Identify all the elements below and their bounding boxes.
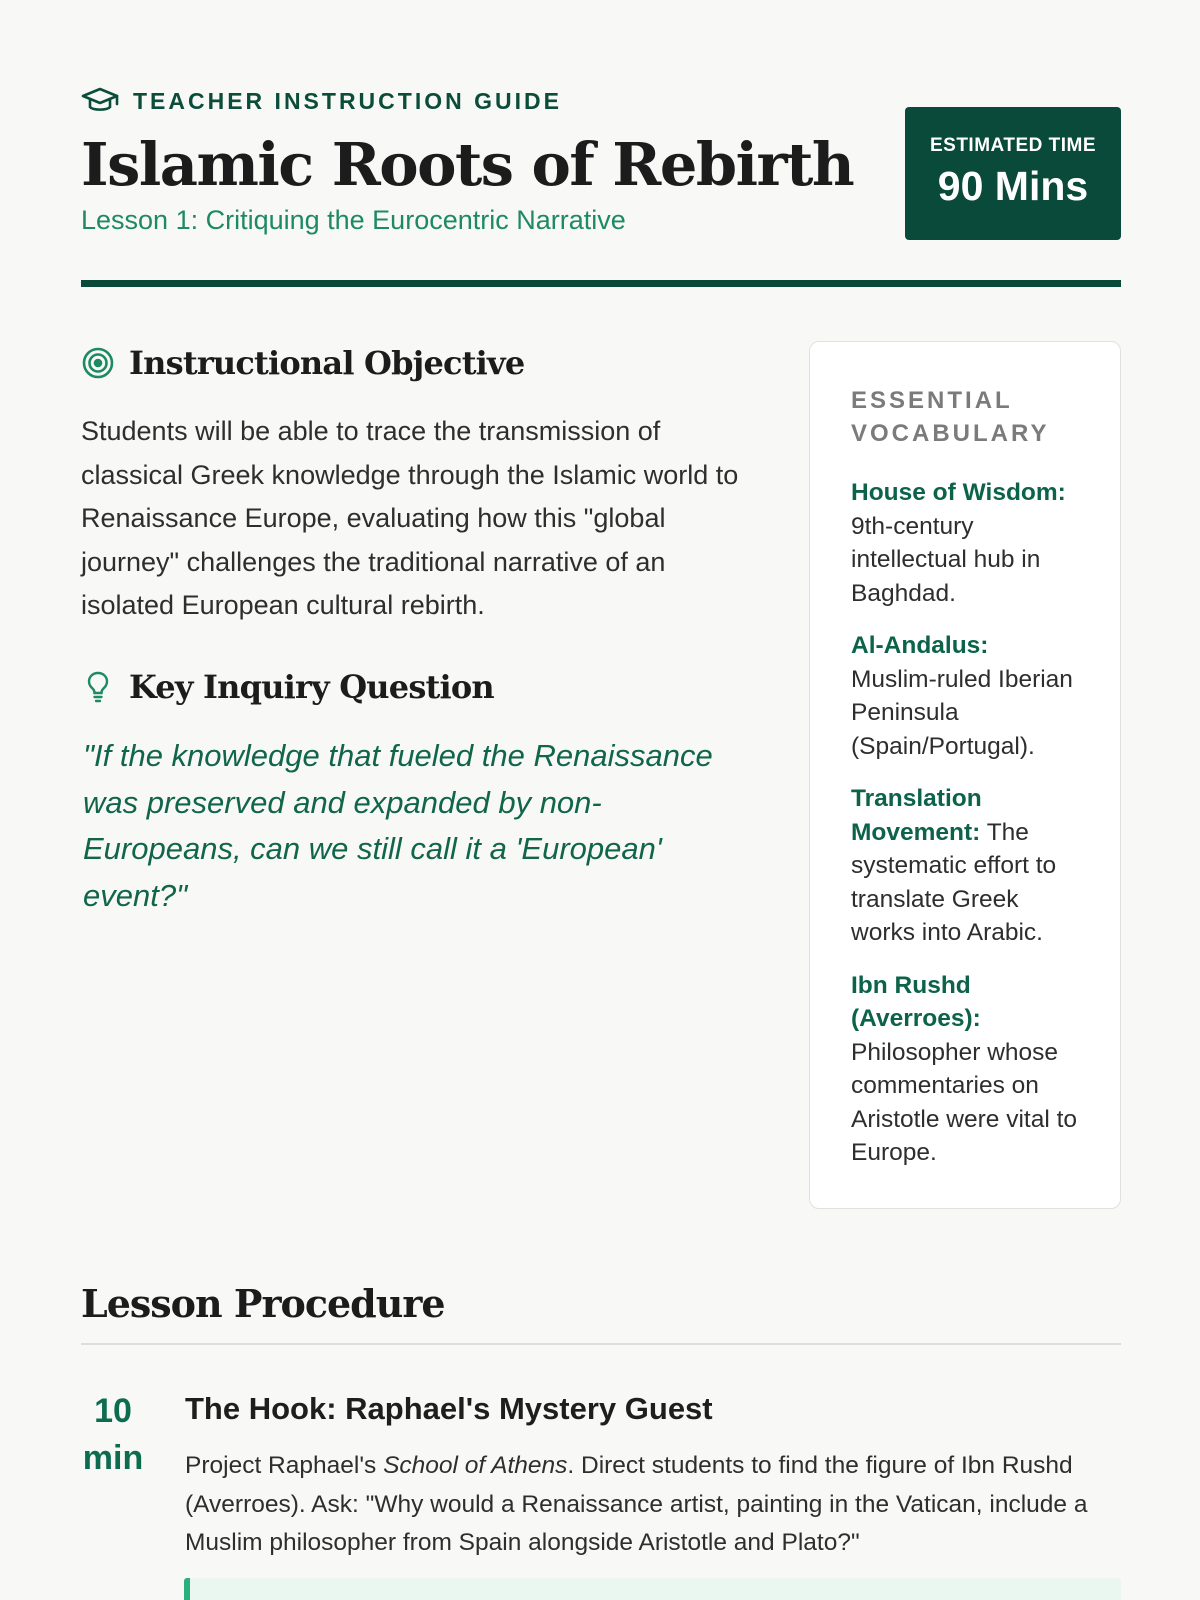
inquiry-heading-text: Key Inquiry Question xyxy=(129,668,494,706)
objective-heading-text: Instructional Objective xyxy=(129,344,525,382)
vocabulary-title: ESSENTIAL VOCABULARY xyxy=(851,387,1050,447)
vocab-term: House of Wisdom: xyxy=(851,479,1066,506)
header-divider xyxy=(81,280,1121,287)
time-label: ESTIMATED TIME xyxy=(929,135,1097,156)
inquiry-question: "If the knowledge that fueled the Renaissance was preserved and expanded by non-Europeans, can we still call it a 'European' event?" xyxy=(83,738,713,913)
step-title: The Hook: Raphael's Mystery Guest xyxy=(185,1391,713,1426)
vocab-item xyxy=(851,476,1080,610)
vocab-item xyxy=(851,969,1080,1170)
lightbulb-icon xyxy=(81,670,115,704)
guide-eyebrow xyxy=(81,86,562,116)
eyebrow-label: TEACHER INSTRUCTION GUIDE xyxy=(133,87,562,114)
vocab-term: Al-Andalus: xyxy=(851,632,989,659)
step-duration-unit: min xyxy=(82,1439,144,1477)
vocab-term: Translation Movement: xyxy=(851,785,982,846)
vocab-item xyxy=(851,629,1080,763)
page-title: Islamic Roots of Rebirth xyxy=(81,130,854,199)
step-desc-part: Project Raphael's xyxy=(185,1452,384,1479)
vocab-definition: Philosopher whose commentaries on Aristotle were vital to Europe. xyxy=(851,1038,1078,1166)
step-duration xyxy=(81,1388,145,1482)
vocab-definition: 9th-century intellectual hub in Baghdad. xyxy=(851,512,1041,607)
estimated-time-badge xyxy=(905,107,1121,240)
step-desc-part: . Direct students to find the figure of Ibn Rushd (Averroes). Ask: "Why would a Renaissance artist, painting in the Vatican, include a Muslim philosopher from Spain alongside Aristotle and Plato?" xyxy=(185,1452,1088,1556)
lesson-subtitle: Lesson 1: Critiquing the Eurocentric Narrative xyxy=(81,205,626,235)
teacher-guide-page xyxy=(81,0,1121,1600)
step-description xyxy=(185,1447,1121,1563)
procedure-heading: Lesson Procedure xyxy=(81,1281,445,1326)
objective-text: Students will be able to trace the transmission of classical Greek knowledge through the Islamic world to Renaissance Europe, evaluating how this "global journey" challenges the traditional narrative of an isolated European cultural rebirth. xyxy=(81,416,739,620)
vocab-definition: Muslim-ruled Iberian Peninsula (Spain/Portugal). xyxy=(851,665,1073,760)
step-duration-number: 10 xyxy=(94,1392,132,1430)
vocabulary-card xyxy=(809,341,1121,1209)
procedure-divider xyxy=(81,1343,1121,1345)
objective-heading xyxy=(81,344,524,382)
inquiry-heading xyxy=(81,668,494,706)
time-value: 90 Mins xyxy=(937,163,1089,209)
vocab-term: Ibn Rushd (Averroes): xyxy=(851,971,981,1032)
vocab-item xyxy=(851,782,1080,950)
vocabulary-list xyxy=(851,476,1080,1170)
artwork-title: School of Athens xyxy=(383,1452,568,1479)
target-icon xyxy=(81,346,115,380)
step-callout xyxy=(184,1578,1121,1600)
graduation-cap-icon xyxy=(81,86,119,116)
vocab-definition: The systematic effort to translate Greek works into Arabic. xyxy=(851,818,1057,946)
